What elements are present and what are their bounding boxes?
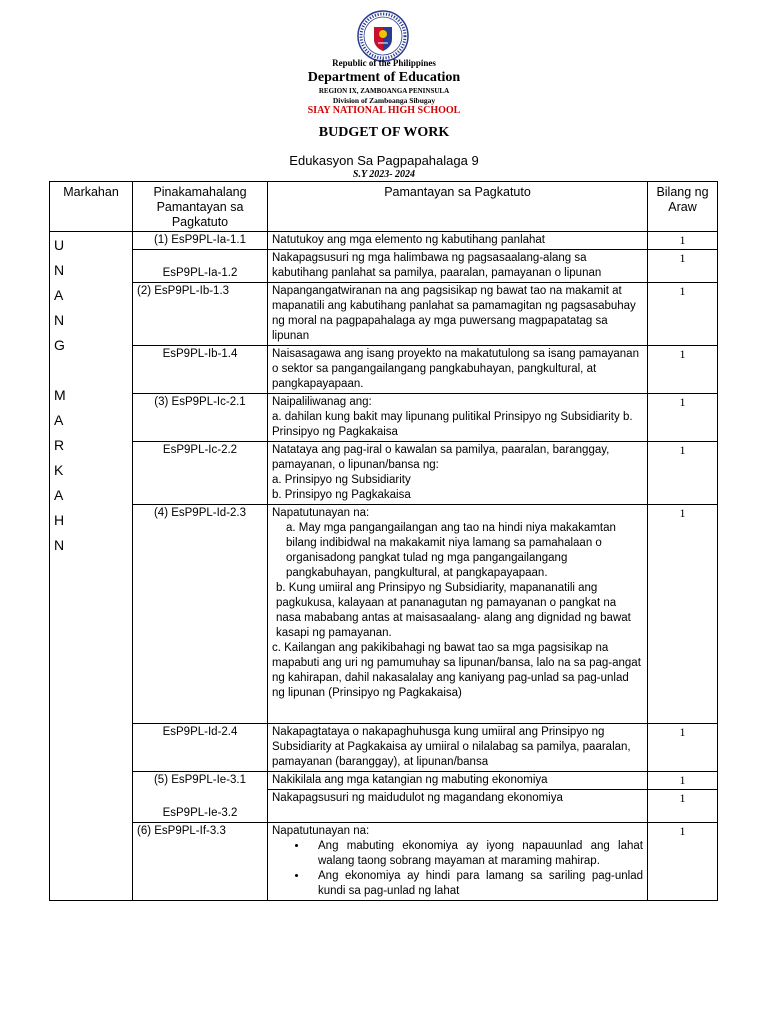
competency-text: Natutukoy ang mga elemento ng kabutihang panlahat [268,232,648,250]
quarter-letter: N [54,262,65,278]
table-row [50,232,718,250]
table-row [50,442,718,505]
quarter-letter: A [54,287,64,303]
competency-code: (3) EsP9PL-Ic-2.1 [133,394,268,442]
quarter-letter: A [54,487,64,503]
school-name: SIAY NATIONAL HIGH SCHOOL [307,105,461,116]
header-code: Pinakamahalang Pamantayan sa Pagkatuto [133,182,268,232]
table-row [50,283,718,346]
text-line: a. dahilan kung bakit may lipunang pulitikal Prinsipyo ng Subsidiarity b. Prinsipyo ng Pagkakaisa [272,411,633,438]
competency-code: EsP9PL-Ic-2.2 [133,442,268,505]
department-name: Department of Education [307,70,461,85]
days-value: 1 [648,772,718,790]
quarter-letter: U [54,237,65,253]
text-line: c. Kailangan ang pakikibahagi ng bawat tao sa mga pagsisikap na mapabuti ang uri ng pamumuhay sa lipunan/bansa, lalo na sa pag-angat ng kahirapan, dahil nakasalalay ang kaniyang pag-unlad sa pag-unlad ng lipunan (Prinsipyo ng Pagkakaisa) [272,642,641,699]
competency-code: EsP9PL-Id-2.4 [133,724,268,772]
days-value: 1 [648,823,718,901]
days-value: 1 [648,442,718,505]
quarter-letter: N [54,537,65,553]
text-line [272,521,643,581]
table-row [50,505,718,724]
competency-code-b: EsP9PL-Ie-3.2 [162,807,238,819]
deped-seal-icon [357,10,409,62]
text-line: Napatutunayan na: [272,507,370,519]
competency-code-a: (5) EsP9PL-Ie-3.1 [153,774,247,786]
document-title: BUDGET OF WORK [318,125,450,140]
text-line: Natataya ang pag-iral o kawalan sa pamilya, paaralan, baranggay, pamayanan, o lipunan/bansa ng: [272,444,610,471]
bullet-list [272,839,643,899]
quarter-letter: N [54,312,65,328]
text-line: b. Prinsipyo ng Pagkakaisa [272,489,411,501]
table-row [50,823,718,901]
quarter-cell [50,232,133,901]
competency-code: EsP9PL-Ib-1.4 [133,346,268,394]
republic-label: Republic of the Philippines [332,58,436,68]
quarter-letter [54,358,128,383]
table-header-row [50,182,718,232]
school-year: S.Y 2023- 2024 [352,169,416,180]
days-value: 1 [648,283,718,346]
table-row [50,346,718,394]
competency-text: Nakapagsusuri ng maidudulot ng magandang ekonomiya [268,790,648,823]
text-line: Naipaliliwanag ang: [272,396,372,408]
table-row [50,772,718,790]
competency-text [268,442,648,505]
region-label: REGION IX, ZAMBOANGA PENINSULA [318,87,450,95]
text-line: b. Kung umiiral ang Prinsipyo ng Subsidiarity, mapananatili ang pagkukusa, kalayaan at pananagutan ng pamayanan o pangkat na nasa mababang antas at maisasaalang- alang ang dignidad ng bawat kasapi ng pamayanan. [276,582,631,639]
quarter-letter: H [54,512,65,528]
days-value: 1 [648,394,718,442]
quarter-letter: A [54,412,64,428]
days-value: 1 [648,505,718,724]
days-value: 1 [648,724,718,772]
header-quarter: Markahan [50,182,133,232]
table-row [50,724,718,772]
budget-of-work-table [49,181,718,901]
days-value: 1 [648,250,718,283]
competency-code: (1) EsP9PL-Ia-1.1 [133,232,268,250]
bullet-item: • Ang mabuting ekonomiya ay iyong napauunlad ang lahat walang taong sobrang mayaman at maraming mahirap. [308,839,643,869]
text-line-a: a. May mga pangangailangan ang tao na hindi niya makakamtan bilang indibidwal na makakamit niya lamang sa pamahalaan o organisadong pangkat tulad ng mga pangangailangang pangkabuhayan, pangkultural, at pangkapayapaan. [286,522,616,579]
quarter-letter: M [54,387,66,403]
days-value: 1 [648,346,718,394]
text-line: Napatutunayan na: [272,825,370,837]
quarter-letter: K [54,462,64,478]
competency-code: EsP9PL-Ia-1.2 [133,250,268,283]
quarter-letter: G [54,337,65,353]
bullet-item: • Ang ekonomiya ay hindi para lamang sa sariling pag-unlad kundi sa pag-unlad ng lahat [308,869,643,899]
competency-text [268,394,648,442]
header-standard: Pamantayan sa Pagkatuto [268,182,648,232]
days-value: 1 [648,790,718,823]
days-value: 1 [648,232,718,250]
table-row [50,394,718,442]
competency-text: Nakikilala ang mga katangian ng mabuting ekonomiya [268,772,648,790]
competency-text: Naisasagawa ang isang proyekto na makatutulong sa isang pamayanan o sektor sa pangangailangang pangkabuhayan, pangkultural, at pangkapayapaan. [268,346,648,394]
competency-code: (2) EsP9PL-Ib-1.3 [133,283,268,346]
competency-text: Nakapagsusuri ng mga halimbawa ng pagsasaalang-alang sa kabutihang panlahat sa pamilya, paaralan, pamayanan o lipunan [268,250,648,283]
competency-code [133,772,268,823]
header-days: Bilang ng Araw [648,182,718,232]
competency-code: (4) EsP9PL-Id-2.3 [133,505,268,724]
subject-title: Edukasyon Sa Pagpapahalaga 9 [289,153,479,168]
table-row [50,250,718,283]
competency-text [268,823,648,901]
competency-text [268,505,648,724]
competency-text: Napangangatwiranan na ang pagsisikap ng bawat tao na makamit at mapanatili ang kabutihang panlahat sa pamamagitan ng pagsasabuhay ng moral na pagpapahalaga ay mga puwersang magpapatatag sa lipunan [268,283,648,346]
quarter-letter: R [54,437,65,453]
competency-code: (6) EsP9PL-If-3.3 [133,823,268,901]
division-label: Division of Zamboanga Sibugay [332,96,436,105]
text-line: a. Prinsipyo ng Subsidiarity [272,474,411,486]
competency-text: Nakapagtataya o nakapaghuhusga kung umiiral ang Prinsipyo ng Subsidiarity at Pagkakaisa ay umiiral o nilalabag sa pamilya, paaralan, pamayanan (baranggay), at lipunan/bansa [268,724,648,772]
